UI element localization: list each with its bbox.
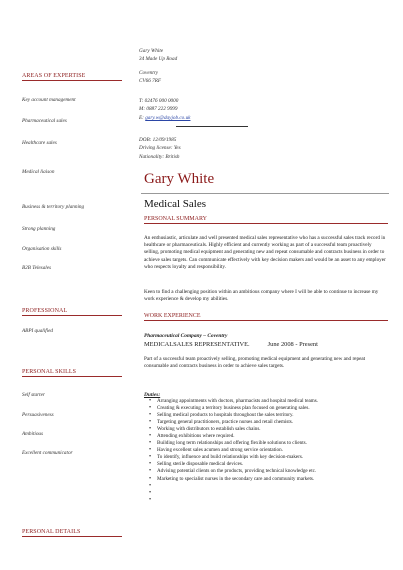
email-rule: [176, 126, 248, 127]
personal-summary-heading: PERSONAL SUMMARY: [144, 216, 388, 224]
personal-details-heading: PERSONAL DETAILS: [22, 529, 122, 537]
email-line: [139, 114, 190, 122]
summary-paragraph: An enthusiastic, articulate and well presented medical sales representative who has a successful sales track record in healthcare or pharmaceuticals. Highly efficient and currently working as part of a successful team proactively selling, promoting medical equipment and generating new and repeat consumable and contracts business in order to achieve sales targets. Can communicate effectively with key decision makers and would be an asset to any employer who respects loyalty and responsibility.: [144, 235, 386, 270]
contact-name: Gary White: [139, 48, 164, 54]
duty-item: • Attending exhibitions where required.: [157, 433, 401, 440]
duty-item: • Arranging appointments with doctors, pharmacists and hospital medical teams.: [157, 398, 401, 405]
duty-item: • Building long term relationships and offering flexible solutions to clients.: [157, 440, 401, 447]
driving-license: Driving license: Yes: [139, 145, 181, 152]
duty-item: [157, 497, 401, 504]
expertise-item: Key account management: [22, 97, 76, 103]
city: Coventry: [139, 70, 159, 76]
expertise-item: Pharmaceutical sales: [22, 118, 67, 124]
duty-item: • Working with distributors to establish sales chains.: [157, 426, 401, 433]
address-block: [139, 47, 177, 64]
duty-item: [157, 483, 401, 490]
expertise-item: B2B Telesales: [22, 265, 52, 271]
professional-heading: PROFESSIONAL: [22, 308, 122, 316]
company-name: Pharmaceutical Company – Coventry: [144, 333, 228, 339]
duty-item: • Marketing to specialist nurses in the secondary care and community markets.: [157, 476, 401, 483]
duty-item: • Selling sterile disposable medical devices.: [157, 461, 401, 468]
postcode: CV66 7RF: [139, 78, 162, 85]
expertise-item: Strong planning: [22, 226, 56, 232]
expertise-item: Healthcare sales: [22, 140, 57, 146]
job-title: Medical Sales: [144, 198, 207, 210]
summary-paragraph-2: Keen to find a challenging position within an ambitious company where I will be able to continue to increase my work experience & develop my abilities.: [144, 289, 379, 303]
areas-of-expertise-heading: AREAS OF EXPERTISE: [22, 73, 122, 81]
name-divider: [141, 193, 389, 194]
street: 34 Made Up Road: [139, 56, 178, 63]
email-link[interactable]: gary.w@dayjob.co.uk: [145, 114, 191, 121]
expertise-item: Business & territory planning: [22, 204, 85, 210]
dob: DOB: 12/09/1985: [139, 137, 177, 143]
duties-list: [144, 398, 401, 504]
email-prefix: E:: [139, 114, 144, 121]
duties-label: Duties:: [144, 392, 161, 398]
role-title: MEDICALSALES REPRESENTATIVE.: [144, 341, 250, 348]
city-block: [139, 69, 161, 86]
duty-item: • To identify, influence and build relationships with key decision-makers.: [157, 454, 401, 461]
duty-item: • Having excellent sales acumen and strong service orientation.: [157, 447, 401, 454]
role-dates: June 2008 - Present: [267, 341, 318, 348]
skill-item: Excellent communicator: [22, 450, 73, 456]
nationality: Nationality: British: [139, 153, 180, 160]
work-experience-heading: WORK EXPERIENCE: [144, 313, 388, 321]
duty-item: [157, 490, 401, 497]
mobile: M: 0887 222 9999: [139, 106, 178, 113]
right-column: [138, 0, 388, 570]
skill-item: Ambitious: [22, 431, 44, 437]
candidate-name: Gary White: [144, 171, 215, 187]
role-line: [144, 341, 388, 348]
skill-item: Self starter: [22, 392, 45, 398]
skill-item: Persuasiveness: [22, 412, 54, 418]
duty-item: • Creating & executing a territory business plan focused on generating sales.: [157, 405, 401, 412]
phone-block: [139, 97, 190, 122]
role-description: Part of a successful team proactively selling, promoting medical equipment and generating new and repeat consumable and contracts business in order to achieve sales targets.: [144, 356, 366, 370]
duty-item: • Advising potential clients on the products, providing technical knowledge etc.: [157, 468, 401, 475]
duty-item: • Selling medical products to hospitals throughout the sales territory.: [157, 412, 401, 419]
expertise-item: Organisation skills: [22, 246, 62, 252]
duty-item: • Targeting general practitioners, practice nurses and retail chemists.: [157, 419, 401, 426]
professional-item: ABPI qualified: [22, 328, 53, 334]
expertise-item: Medical liaison: [22, 169, 55, 175]
telephone: T: 02476 000 0000: [139, 98, 179, 104]
left-column: [0, 0, 135, 570]
personal-info-block: [139, 136, 181, 161]
personal-skills-heading: PERSONAL SKILLS: [22, 369, 122, 377]
